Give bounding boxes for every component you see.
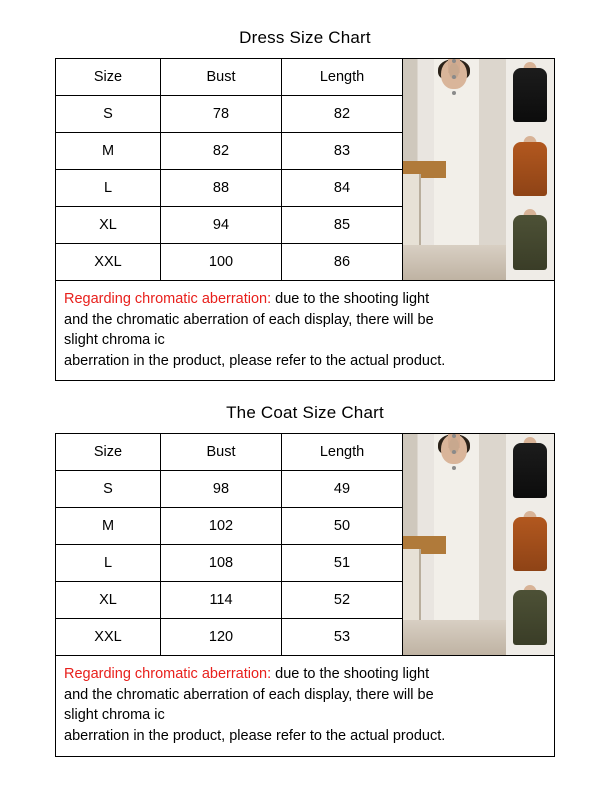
coat-disclaimer — [56, 655, 554, 755]
cell-size: XL — [56, 582, 161, 619]
page-title-coat: The Coat Size Chart — [226, 403, 384, 423]
table-row — [56, 582, 403, 619]
page-title-dress: Dress Size Chart — [239, 28, 371, 47]
coat-size-chart-block — [55, 381, 555, 756]
cell-size: M — [56, 508, 161, 545]
cell-length: 86 — [282, 244, 403, 281]
coat-size-table — [56, 434, 403, 655]
cell-size: XL — [56, 207, 161, 244]
cell-size: S — [56, 471, 161, 508]
dress-chart-upper — [56, 59, 554, 280]
cell-bust: 78 — [161, 96, 282, 133]
column-header-bust: Bust — [161, 434, 282, 471]
dress-size-table — [56, 59, 403, 280]
table-row — [56, 133, 403, 170]
disclaimer-line-1 — [64, 664, 546, 685]
disclaimer-text-1: due to the shooting light — [271, 291, 430, 307]
cell-length: 82 — [282, 96, 403, 133]
cell-bust: 100 — [161, 244, 282, 281]
cell-size: S — [56, 96, 161, 133]
table-row — [56, 207, 403, 244]
coat-thumbnail-strip — [506, 434, 554, 655]
cell-length: 52 — [282, 582, 403, 619]
photo-cabinet-door — [403, 549, 421, 624]
photo-floor — [403, 620, 506, 655]
table-row — [56, 170, 403, 207]
coat-main-photo — [403, 434, 506, 655]
dress-size-chart-block — [55, 0, 555, 381]
thumbnail-rust — [506, 508, 554, 582]
coat-chart-frame — [55, 433, 555, 756]
disclaimer-line-3: slight chroma ic — [64, 707, 165, 724]
disclaimer-highlight: Regarding chromatic aberration: — [64, 291, 272, 307]
cell-length: 53 — [282, 619, 403, 656]
cell-bust: 120 — [161, 619, 282, 656]
coat-chart-upper — [56, 434, 554, 655]
dress-thumbnail-strip — [506, 59, 554, 280]
cell-size: XXL — [56, 619, 161, 656]
disclaimer-line-1 — [64, 289, 546, 310]
disclaimer-text-1: due to the shooting light — [271, 666, 430, 683]
cell-length: 50 — [282, 508, 403, 545]
photo-cabinet-door — [403, 174, 421, 249]
disclaimer-line-2: and the chromatic aberration of each display, there will be — [64, 686, 434, 703]
thumbnail-olive — [506, 206, 554, 280]
table-header-row — [56, 434, 403, 471]
disclaimer-line-3: slight chroma ic — [64, 332, 165, 349]
table-row — [56, 471, 403, 508]
dress-chart-frame — [55, 58, 555, 381]
dress-main-photo — [403, 59, 506, 280]
column-header-length: Length — [282, 434, 403, 471]
cell-bust: 98 — [161, 471, 282, 508]
column-header-length: Length — [282, 59, 403, 96]
dress-product-photo — [403, 59, 554, 280]
table-row — [56, 244, 403, 281]
cell-bust: 102 — [161, 508, 282, 545]
cell-length: 84 — [282, 170, 403, 207]
dress-disclaimer — [56, 280, 554, 380]
thumbnail-olive — [506, 582, 554, 656]
cell-length: 85 — [282, 207, 403, 244]
table-row — [56, 508, 403, 545]
disclaimer-line-2: and the chromatic aberration of each display, there will be — [64, 311, 434, 328]
cell-length: 83 — [282, 133, 403, 170]
table-row — [56, 96, 403, 133]
table-header-row — [56, 59, 403, 96]
cell-bust: 94 — [161, 207, 282, 244]
cell-bust: 114 — [161, 582, 282, 619]
cell-size: L — [56, 170, 161, 207]
thumbnail-black — [506, 59, 554, 133]
cell-size: L — [56, 545, 161, 582]
table-row — [56, 545, 403, 582]
photo-floor — [403, 245, 506, 280]
cell-size: XXL — [56, 244, 161, 281]
disclaimer-highlight: Regarding chromatic aberration: — [64, 666, 272, 683]
table-row — [56, 619, 403, 656]
cell-bust: 82 — [161, 133, 282, 170]
column-header-bust: Bust — [161, 59, 282, 96]
thumbnail-black — [506, 434, 554, 508]
cell-bust: 88 — [161, 170, 282, 207]
cell-size: M — [56, 133, 161, 170]
disclaimer-line-4: aberration in the product, please refer to the actual product. — [64, 352, 446, 369]
disclaimer-line-4: aberration in the product, please refer to the actual product. — [64, 728, 446, 745]
column-header-size: Size — [56, 59, 161, 96]
cell-length: 51 — [282, 545, 403, 582]
coat-product-photo — [403, 434, 554, 655]
column-header-size: Size — [56, 434, 161, 471]
cell-bust: 108 — [161, 545, 282, 582]
thumbnail-rust — [506, 133, 554, 207]
cell-length: 49 — [282, 471, 403, 508]
